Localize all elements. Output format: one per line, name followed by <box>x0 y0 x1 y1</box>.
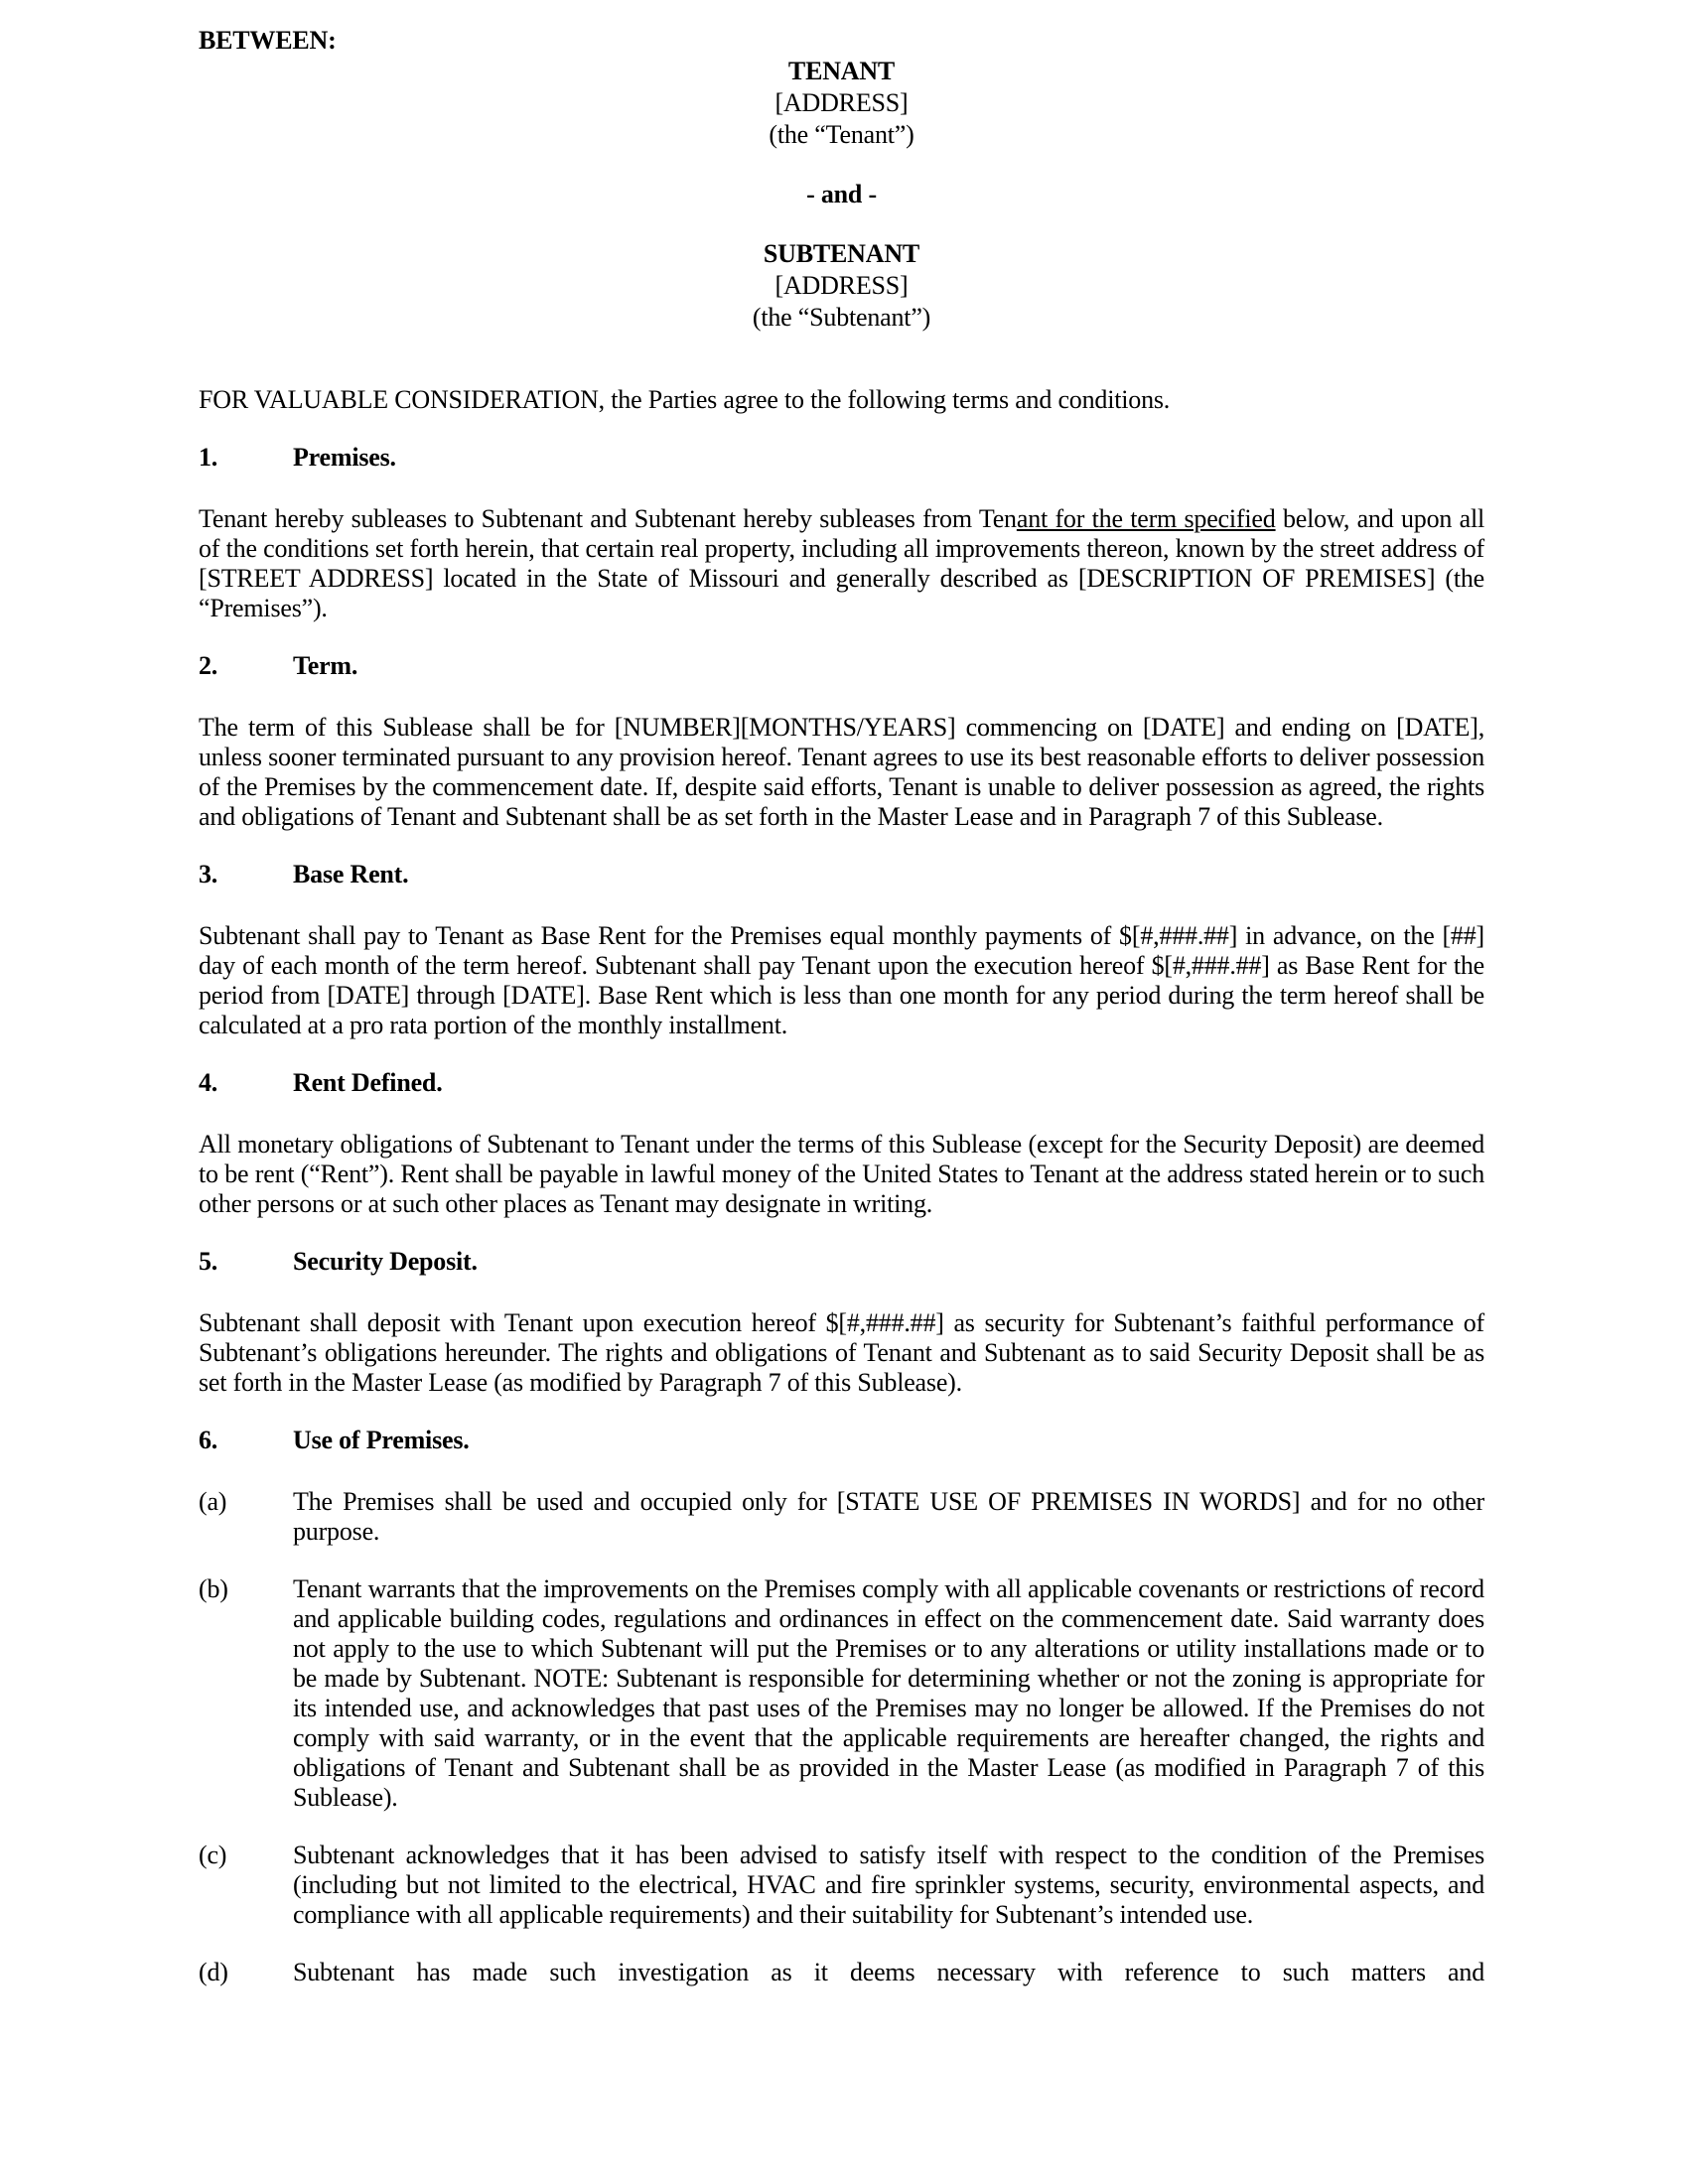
underlined-phrase: ant for the term specified <box>1016 504 1276 533</box>
section-1-number: 1. <box>199 443 218 472</box>
spacer <box>199 151 1484 179</box>
section-3-number: 3. <box>199 860 218 888</box>
tenant-designation: (the “Tenant”) <box>769 120 914 149</box>
subsection-a-letter: (a) <box>199 1487 227 1516</box>
tenant-address: [ADDRESS] <box>774 88 909 117</box>
section-2-number: 2. <box>199 651 218 680</box>
section-4-paragraph: All monetary obligations of Subtenant to Tenant under the terms of this Sublease (except for the Security Deposit) are deemed to be rent (“Rent”). Rent shall be payable in lawful money of the United States to Tenant at the address stated herein or to such other persons or at such other places as Tenant may designate in writing. <box>199 1130 1484 1218</box>
section-5-number: 5. <box>199 1247 218 1276</box>
section-1-title: Premises. <box>293 443 396 472</box>
section-1-text-post: below, and upon all of the conditions set forth herein, that certain real property, including all improvements thereon, known by the street address of [STREET ADDRESS] located in the State of Missouri and generally described as [DESCRIPTION OF PREMISES] (the “Premises”). <box>199 504 1484 622</box>
section-6-heading <box>199 1426 1484 1455</box>
subtenant-designation: (the “Subtenant”) <box>752 303 931 332</box>
section-3-heading <box>199 860 1484 889</box>
parties-block <box>199 56 1484 334</box>
subsection-d-text: Subtenant has made such investigation as it deems necessary with reference to such matters and <box>293 1958 1484 1986</box>
section-3-paragraph: Subtenant shall pay to Tenant as Base Rent for the Premises equal monthly payments of $[#,###.##] in advance, on the [##] day of each month of the term hereof. Subtenant shall pay Tenant upon the execution hereof $[#,###.##] as Base Rent for the period from [DATE] through [DATE]. Base Rent which is less than one month for any period during the term hereof shall be calculated at a pro rata portion of the monthly installment. <box>199 921 1484 1039</box>
subsection-b <box>199 1574 1484 1813</box>
section-5-heading <box>199 1247 1484 1277</box>
section-1-text-pre: Tenant hereby subleases to Subtenant and Subtenant hereby subleases from Ten <box>199 504 1017 533</box>
section-5-title: Security Deposit. <box>293 1247 478 1276</box>
spacer <box>199 210 1484 238</box>
subsection-a <box>199 1487 1484 1547</box>
subsection-d <box>199 1958 1484 1987</box>
section-2-paragraph: The term of this Sublease shall be for [NUMBER][MONTHS/YEARS] commencing on [DATE] and ending on [DATE], unless sooner terminated pursuant to any provision hereof. Tenant agrees to use its best reasonable efforts to deliver possession of the Premises by the commencement date. If, despite said efforts, Tenant is unable to deliver possession as agreed, the rights and obligations of Tenant and Subtenant shall be as set forth in the Master Lease and in Paragraph 7 of this Sublease. <box>199 713 1484 831</box>
subsection-b-letter: (b) <box>199 1574 228 1603</box>
section-1-paragraph <box>199 504 1484 623</box>
section-4-title: Rent Defined. <box>293 1068 443 1097</box>
section-4-number: 4. <box>199 1068 218 1097</box>
section-2-title: Term. <box>293 651 358 680</box>
subsection-c <box>199 1841 1484 1930</box>
section-2-heading <box>199 651 1484 681</box>
subsection-a-text: The Premises shall be used and occupied only for [STATE USE OF PREMISES IN WORDS] and for no other purpose. <box>293 1487 1484 1546</box>
section-4-heading <box>199 1068 1484 1098</box>
subsection-c-text: Subtenant acknowledges that it has been advised to satisfy itself with respect to the condition of the Premises (including but not limited to the electrical, HVAC and fire sprinkler systems, security, environmental aspects, and compliance with all applicable requirements) and their suitability for Subtenant’s intended use. <box>293 1841 1484 1929</box>
subtenant-name: SUBTENANT <box>763 239 920 268</box>
parties-separator: - and - <box>806 180 877 208</box>
subsection-b-text: Tenant warrants that the improvements on the Premises comply with all applicable covenants or restrictions of record and applicable building codes, regulations and ordinances in effect on the commencement date. Said warranty does not apply to the use to which Subtenant will put the Premises or to any alterations or utility installations made or to be made by Subtenant. NOTE: Subtenant is responsible for determining whether or not the zoning is appropriate for its intended use, and acknowledges that past uses of the Premises may no longer be allowed. If the Premises do not comply with said warranty, or in the event that the applicable requirements are hereafter changed, the rights and obligations of Tenant and Subtenant shall be as provided in the Master Lease (as modified in Paragraph 7 of this Sublease). <box>293 1574 1484 1812</box>
section-5-paragraph: Subtenant shall deposit with Tenant upon execution hereof $[#,###.##] as security for Subtenant’s faithful performance of Subtenant’s obligations hereunder. The rights and obligations of Tenant and Subtenant as to said Security Deposit shall be as set forth in the Master Lease (as modified by Paragraph 7 of this Sublease). <box>199 1308 1484 1397</box>
subsection-d-letter: (d) <box>199 1958 228 1986</box>
between-label: BETWEEN: <box>199 26 337 55</box>
subtenant-address: [ADDRESS] <box>774 271 909 300</box>
section-1-heading <box>199 443 1484 473</box>
section-6-title: Use of Premises. <box>293 1426 470 1454</box>
tenant-name: TENANT <box>787 57 896 85</box>
section-3-title: Base Rent. <box>293 860 409 888</box>
preamble: FOR VALUABLE CONSIDERATION, the Parties agree to the following terms and conditions. <box>199 385 1171 414</box>
section-6-number: 6. <box>199 1426 218 1454</box>
subsection-c-letter: (c) <box>199 1841 227 1869</box>
